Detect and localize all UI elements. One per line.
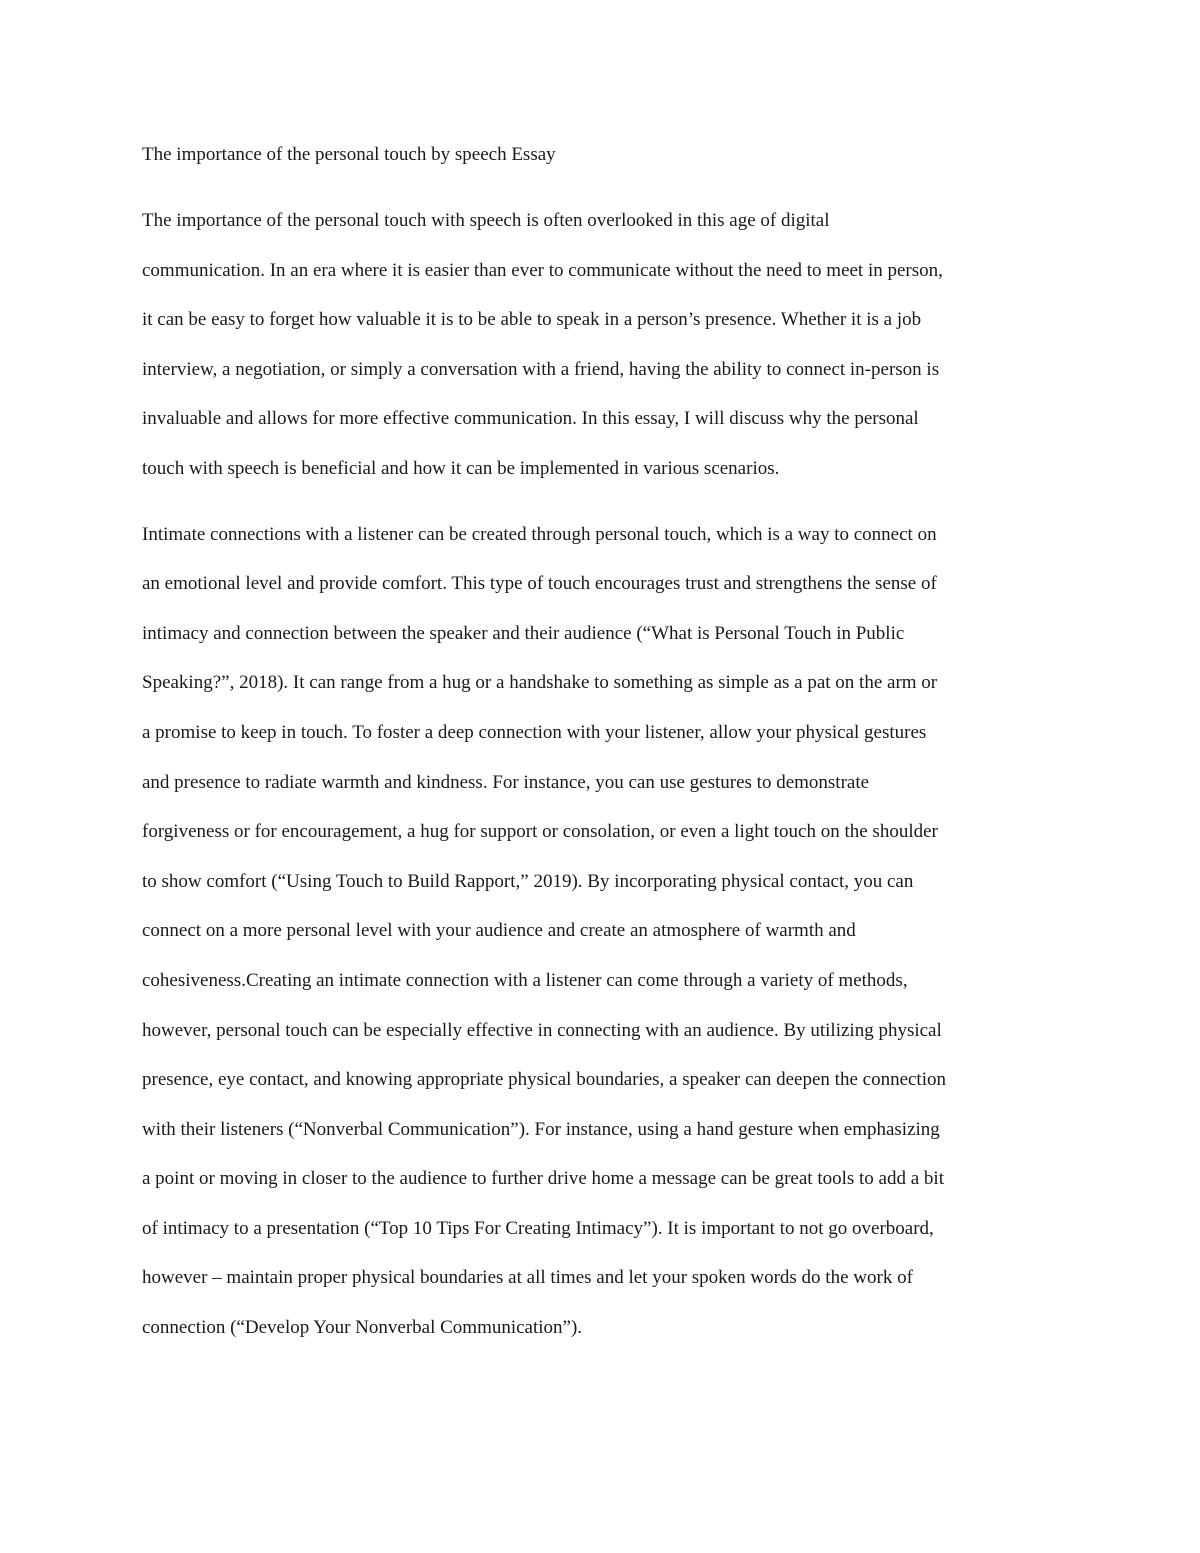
text-line: of intimacy to a presentation (“Top 10 Tips For Creating Intimacy”). It is important to not go overboard,: [142, 1217, 934, 1239]
text-line: presence, eye contact, and knowing appropriate physical boundaries, a speaker can deepen the connection: [142, 1069, 946, 1091]
text-line: an emotional level and provide comfort. This type of touch encourages trust and strengthens the sense of: [142, 573, 937, 595]
text-line: connect on a more personal level with your audience and create an atmosphere of warmth and: [142, 920, 856, 942]
text-line: communication. In an era where it is easier than ever to communicate without the need to meet in person,: [142, 259, 943, 281]
text-line: touch with speech is beneficial and how it can be implemented in various scenarios.: [142, 457, 780, 479]
text-line: Speaking?”, 2018). It can range from a hug or a handshake to something as simple as a pat on the arm or: [142, 672, 938, 694]
text-line: Intimate connections with a listener can be created through personal touch, which is a way to connect on: [142, 523, 937, 545]
text-line: it can be easy to forget how valuable it is to be able to speak in a person’s presence. Whether it is a job: [142, 309, 922, 331]
paragraph-body: [142, 522, 1058, 1365]
text-line: invaluable and allows for more effective communication. In this essay, I will discuss why the personal: [142, 408, 919, 430]
essay-title: The importance of the personal touch by speech Essay: [142, 144, 556, 165]
text-line: and presence to radiate warmth and kindness. For instance, you can use gestures to demonstrate: [142, 771, 870, 793]
text-line: with their listeners (“Nonverbal Communication”). For instance, using a hand gesture when emphasizing: [142, 1118, 940, 1140]
text-line: however – maintain proper physical boundaries at all times and let your spoken words do the work of: [142, 1267, 913, 1289]
text-line: intimacy and connection between the speaker and their audience (“What is Personal Touch in Public: [142, 622, 905, 644]
text-line: cohesiveness.Creating an intimate connection with a listener can come through a variety of methods,: [142, 969, 908, 991]
text-line: interview, a negotiation, or simply a conversation with a friend, having the ability to connect in-person is: [142, 358, 940, 380]
text-line: a point or moving in closer to the audience to further drive home a message can be great tools to add a bit: [142, 1168, 944, 1190]
text-line: forgiveness or for encouragement, a hug for support or consolation, or even a light touch on the shoulder: [142, 821, 938, 843]
document-body: [142, 142, 1058, 1365]
text-line: to show comfort (“Using Touch to Build Rapport,” 2019). By incorporating physical contact, you can: [142, 870, 914, 892]
text-line: connection (“Develop Your Nonverbal Communication”).: [142, 1317, 583, 1339]
text-line: a promise to keep in touch. To foster a deep connection with your listener, allow your physical gestures: [142, 721, 927, 743]
text-line: however, personal touch can be especially effective in connecting with an audience. By utilizing physical: [142, 1019, 942, 1041]
text-line: The importance of the personal touch with speech is often overlooked in this age of digital: [142, 210, 830, 231]
paragraph-introduction: [142, 208, 1058, 506]
